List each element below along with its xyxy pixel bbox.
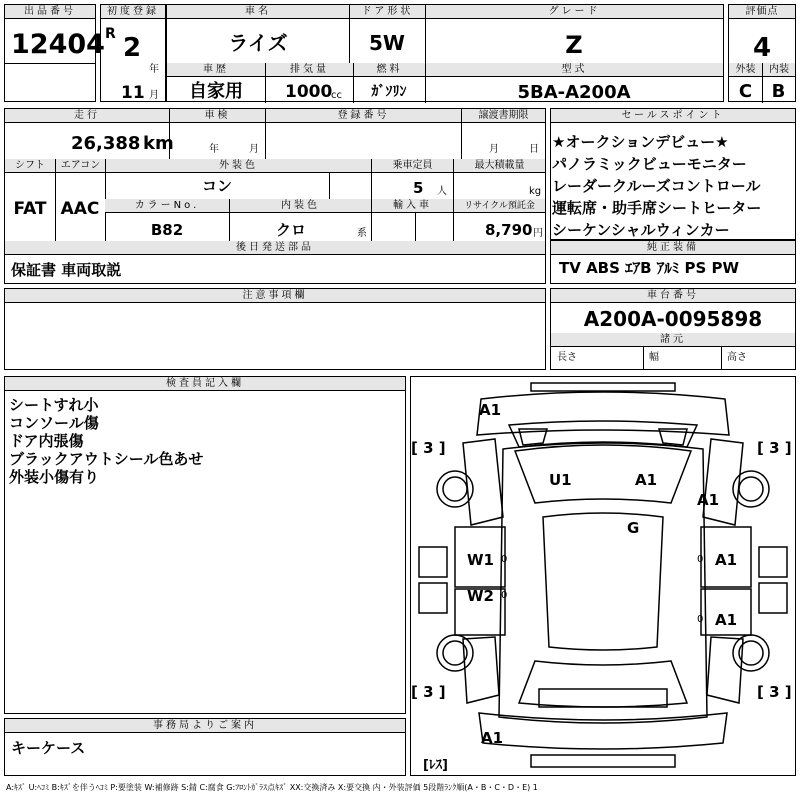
int-color-unit: 系 [357, 228, 367, 239]
sales-item: ★オークションデビュー★ [552, 133, 729, 151]
lot-number: 12404 [11, 29, 105, 60]
sales-label: セールスポイント [551, 109, 795, 123]
later-items: 保証書 車両取説 [11, 261, 122, 279]
interior-grade: B [771, 81, 786, 102]
inspector-label: 検査員記入欄 [5, 377, 405, 391]
sales-item: パノラミックビューモニター [552, 155, 747, 173]
sales-item: シーケンシャルウィンカー [552, 221, 730, 239]
sales-item: 運転席・助手席シートヒーター [552, 199, 762, 217]
chassis-label: 車台番号 [551, 289, 795, 303]
displacement-unit: cc [331, 90, 342, 101]
damage-right-rear-door: A1 [715, 611, 738, 629]
car-diagram [411, 377, 795, 775]
recycle-unit: 円 [533, 228, 543, 239]
int-color-label: 内装色 [229, 199, 371, 213]
later-label: 後日発送部品 [5, 241, 545, 255]
mileage-label: 走行 [5, 109, 169, 123]
load-unit: kg [529, 186, 542, 197]
exterior-grade: C [738, 81, 753, 102]
grade: Z [565, 31, 583, 59]
tire-front-right: [ 3 ] [757, 439, 792, 457]
fuel: ｶﾞｿﾘﾝ [371, 84, 407, 100]
chassis-box [550, 288, 796, 370]
lot-box [4, 4, 105, 102]
tire-rear-left: [ 3 ] [411, 683, 446, 701]
fuel-label: 燃料 [353, 63, 425, 77]
history-label: 車歴 [167, 63, 265, 77]
tire-front-left: [ 3 ] [411, 439, 446, 457]
ext-color-label: 外装色 [105, 159, 371, 173]
office-box [4, 718, 406, 776]
recycle: 8,790 [485, 221, 533, 239]
shift-label: シフト [5, 159, 55, 173]
year-unit: 年 [149, 64, 159, 75]
damage-roof-left: U1 [549, 471, 572, 489]
car-diagram-box [410, 376, 796, 776]
lot-label: 出品番号 [5, 5, 95, 19]
damage-front: A1 [479, 401, 502, 419]
tire-rear-right: [ 3 ] [757, 683, 792, 701]
reg-month: 11 [121, 83, 145, 103]
exterior-label: 外装 [729, 63, 762, 77]
sales-item: レーダークルーズコントロール [552, 177, 761, 195]
ext-color: コン [201, 177, 232, 195]
door-zero: 0 [501, 554, 508, 565]
color-no-label: カラーNo. [105, 199, 229, 213]
load-label: 最大積載量 [453, 159, 545, 173]
displacement-label: 排気量 [265, 63, 353, 77]
legend: A:ｷｽﾞ U:ﾍｺﾐ B:ｷｽﾞを伴うﾍｺﾐ P:要塗装 W:補修跡 S:錆 C:腐食 G:ﾌﾛﾝﾄｶﾞﾗｽ点ｷｽﾞ XX:交換済み X:要交換 内・外装評価 5段階ﾗﾝｸ順(A・B・C・D・E) 1 [6, 783, 538, 792]
damage-left-rear-door: W2 [467, 587, 494, 605]
color-no: B82 [150, 221, 184, 239]
int-color: クロ [275, 221, 306, 239]
score-box [728, 4, 796, 102]
month-unit: 月 [149, 90, 159, 101]
damage-roof-right: A1 [635, 471, 658, 489]
car-name: ライズ [228, 31, 288, 55]
length-label: 長さ [557, 352, 577, 363]
inspection-label: 車検 [169, 109, 265, 123]
inspector-note: ブラックアウトシール色あせ [9, 450, 204, 468]
era: R [105, 26, 116, 42]
door-label: ドア形状 [349, 5, 425, 19]
first-reg-box [100, 4, 166, 102]
chassis-number: A200A-0095898 [583, 307, 763, 331]
recycle-label: リサイクル預託金 [453, 199, 545, 213]
damage-front-right-fender: A1 [697, 491, 720, 509]
caution-label: 注意事項欄 [5, 289, 545, 303]
office-label: 事務局よりご案内 [5, 719, 405, 733]
model: 5BA-A200A [517, 82, 631, 103]
grade-label: グレード [425, 5, 723, 19]
door-zero: 0 [501, 590, 508, 601]
capacity-unit: 人 [437, 186, 447, 197]
door-zero: 0 [697, 554, 704, 565]
transfer-label: 譲渡書期限 [461, 109, 545, 123]
model-label: 型式 [425, 63, 723, 77]
width-label: 幅 [649, 352, 659, 363]
damage-glass: G [627, 519, 640, 537]
door-zero: 0 [697, 614, 704, 625]
inspector-note: 外装小傷有り [9, 468, 100, 486]
reg-no-label: 登録番号 [265, 109, 461, 123]
inspector-note: シートすれ小 [9, 396, 99, 414]
damage-right-front-door: A1 [715, 551, 738, 569]
shift: FAT [13, 199, 47, 219]
import-label: 輸入車 [371, 199, 453, 213]
first-reg-label: 初度登録 [101, 5, 165, 19]
equipment-label: 純正装備 [551, 241, 795, 255]
inspection-year-unit: 年 [209, 144, 219, 155]
inspection-month-unit: 月 [249, 144, 259, 155]
mileage: 26,388 [71, 133, 141, 154]
spare-label: [ﾚｽ] [423, 758, 448, 773]
door-type: 5W [369, 31, 405, 55]
capacity-label: 乗車定員 [371, 159, 453, 173]
ac-label: エアコン [55, 159, 105, 173]
office-value: キーケース [11, 739, 86, 757]
details-box [4, 108, 546, 284]
displacement: 1000 [285, 82, 333, 102]
transfer-day-unit: 日 [529, 144, 539, 155]
transfer-month-unit: 月 [489, 144, 499, 155]
score: 4 [752, 33, 772, 63]
caution-box [4, 288, 546, 370]
main-info-box [166, 4, 724, 102]
damage-left-front-door: W1 [467, 551, 494, 569]
dims-label: 諸元 [551, 333, 795, 347]
damage-rear: A1 [481, 729, 504, 747]
inspector-note: コンソール傷 [9, 414, 99, 432]
equipment-value: TV ABS ｴｱB ｱﾙﾐ PS PW [559, 259, 740, 277]
score-label: 評価点 [729, 5, 795, 19]
interior-label: 内装 [762, 63, 795, 77]
equipment-box [550, 240, 796, 284]
car-name-label: 車名 [167, 5, 349, 19]
inspector-note: ドア内張傷 [9, 432, 84, 450]
capacity: 5 [413, 179, 424, 197]
ac: AAC [60, 199, 100, 219]
height-label: 高さ [727, 352, 747, 363]
mileage-unit: km [143, 133, 174, 154]
history: 自家用 [189, 81, 243, 102]
reg-year: 2 [123, 33, 142, 63]
